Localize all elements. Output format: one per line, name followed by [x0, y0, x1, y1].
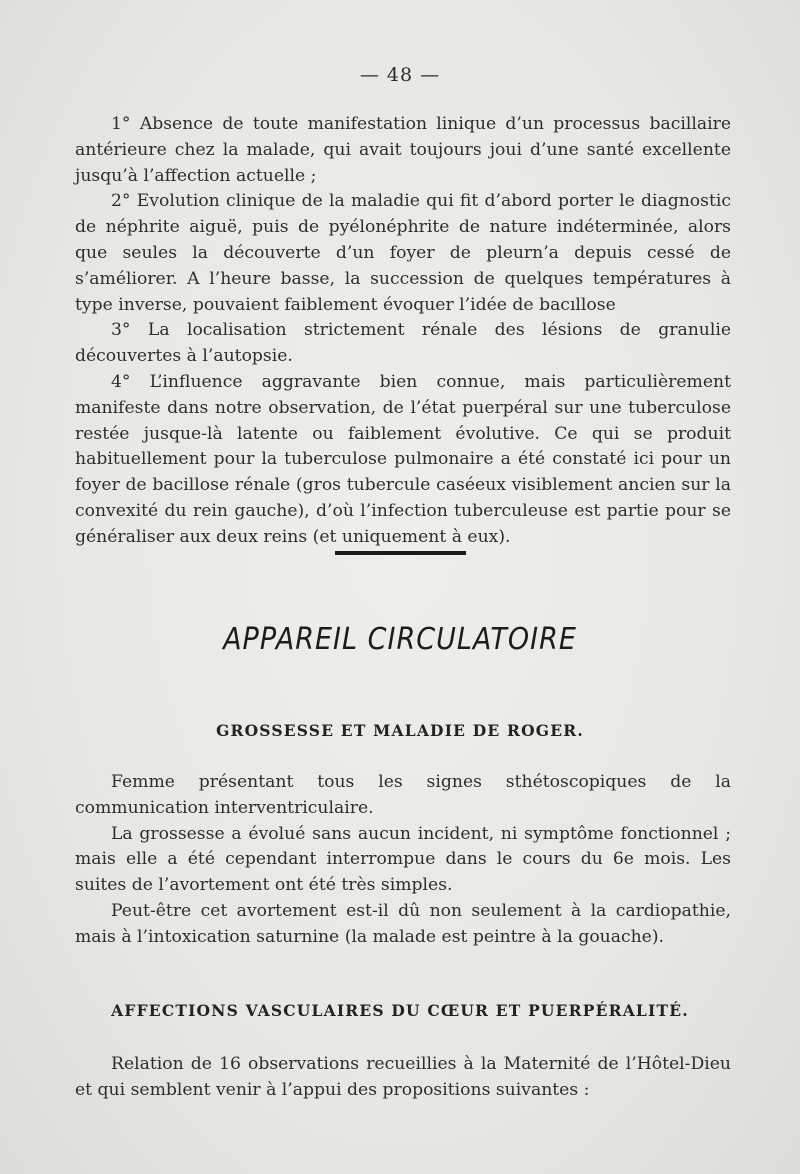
page-number: — 48 —	[359, 64, 441, 86]
paragraph: 4° L’influence aggravante bien connue, mais particulièrement manifeste dans notre observation, de l’état puerpéral sur une tuberculose restée jusque-là latente ou faiblement évolutive. Ce qui se produit habituellement pour la tuberculose pulmonaire a été constaté ici pour un foyer de bacillose rénale (gros tubercule caséeux visiblement ancien sur la convexité du rein gauche), d’où l’infection tuberculeuse est partie pour se généraliser aux deux reins (et uniquement à eux).	[75, 371, 731, 547]
paragraph: Femme présentant tous les signes sthétoscopiques de la communication interventriculaire.	[75, 772, 731, 818]
paragraph: La grossesse a évolué sans aucun incident, ni symptôme fonctionnel ; mais elle a été cependant interrompue dans le cours du 6e mois. Les suites de l’avortement ont été très simples.	[75, 823, 731, 896]
paragraph: 2° Evolution clinique de la maladie qui fit d’abord porter le diagnostic de néphrite aiguë, puis de pyélonéphrite de nature indéterminée, alors que seules la découverte d’un foyer de pleurn’a depuis cessé de s’améliorer. A l’heure basse, la succession de quelques températures à type inverse, pouvaient faiblement évoquer l’idée de bacıllose	[75, 191, 731, 315]
subsection-text-block	[75, 1052, 731, 1104]
paragraph: Relation de 16 observations recueillies à la Maternité de l’Hôtel-Dieu et qui semblent venir à l’appui des propositions suivantes :	[75, 1054, 731, 1100]
subsection-text-block	[75, 770, 731, 951]
paragraph: Peut-être cet avortement est-il dû non seulement à la cardiopathie, mais à l’intoxication saturnine (la malade est peintre à la gouache).	[75, 900, 731, 947]
section-title: APPAREIL CIRCULATOIRE	[223, 622, 577, 657]
paragraph: 1° Absence de toute manifestation linique d’un processus bacillaire antérieure chez la malade, qui avait toujours joui d’une santé excellente jusqu’à l’affection actuelle ;	[75, 114, 731, 186]
subsection-title: GROSSESSE ET MALADIE DE ROGER.	[216, 721, 584, 740]
paragraph: 3° La localisation strictement rénale des lésions de granulie découvertes à l’autopsie.	[75, 320, 731, 367]
intro-text-block	[75, 112, 731, 551]
subsection-title: AFFECTIONS VASCULAIRES DU CŒUR ET PUERPÉRALITÉ.	[111, 1001, 689, 1020]
section-divider	[335, 551, 466, 555]
